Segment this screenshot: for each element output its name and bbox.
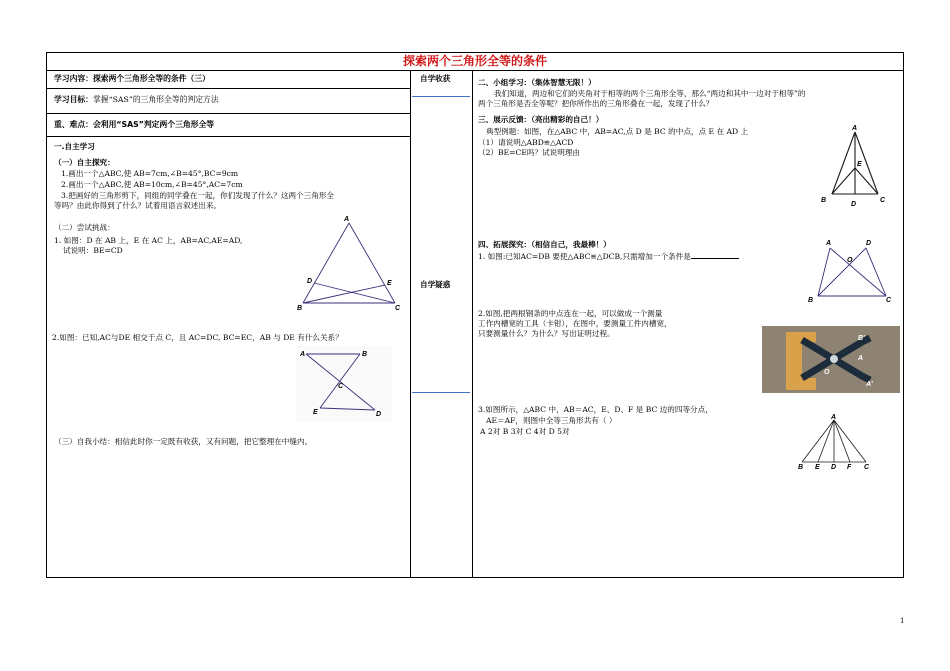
label-b: B (808, 297, 814, 304)
label-d: D (851, 201, 857, 208)
expand-q2-line: 2.如图,把两根钢条的中点连在一起，可以做成一个测量 (478, 309, 663, 318)
label-a: A (852, 125, 858, 132)
goal-text: 掌握“SAS”的三角形全等的判定方法 (92, 95, 219, 104)
try-title: （二）尝试挑战： (54, 223, 115, 232)
show-title: 三、展示反馈：（亮出精彩的自己！） (478, 115, 604, 124)
label-b: B (821, 197, 827, 204)
section-self-study: 一.自主学习 (54, 142, 95, 151)
label-b: B (362, 351, 368, 358)
explore-item: 3.把画好的三角形剪下，同组的同学叠在一起，你们发现了什么？这两个三角形全 (61, 191, 335, 200)
label-e: E (857, 161, 862, 168)
explore-title: （一）自主探究： (54, 158, 115, 167)
column-divider-left (410, 71, 411, 578)
label-a-prime: A' (866, 381, 873, 388)
group-line: 两个三角形是否全等呢？把你所作出的三角形叠在一起，发现了什么？ (478, 99, 714, 108)
blue-rule (412, 392, 470, 393)
label-c: C (338, 383, 344, 390)
label-o: O (824, 369, 830, 376)
explore-item: 1.画出一个△ABC,使 AB=7cm,∠B=45°,BC=9cm (61, 169, 239, 178)
try-line: 试说明：BE=CD (63, 246, 123, 255)
expand-q2-line: 工作内槽宽的工具（卡钳），在图中，要测量工件内槽宽， (478, 319, 672, 328)
column-divider-right (472, 71, 473, 578)
label-f: F (847, 464, 852, 471)
doubt-label: 自学疑惑 (420, 280, 451, 289)
label-e: E (313, 409, 318, 416)
figure-bowtie (296, 346, 392, 422)
label-d: D (376, 411, 382, 418)
label-a: A (826, 240, 832, 247)
try-line: 1. 如图：D 在 AB 上，E 在 AC 上，AB=AC,AE=AD, (54, 236, 243, 245)
expand-q3-line: AE＝AF，则图中全等三角形共有（ ） (486, 416, 617, 425)
label-a: A (300, 351, 306, 358)
label-o: O (847, 257, 853, 264)
label-d: D (866, 240, 872, 247)
label-d: D (831, 464, 837, 471)
label-c: C (395, 305, 401, 312)
label-c: C (864, 464, 870, 471)
goal-label: 学习目标： (54, 95, 93, 104)
show-line: 典型例题：如图，在△ABC 中，AB=AC,点 D 是 BC 的中点，点 E 在 AD 上 (486, 127, 749, 136)
label-b-prime: B' (858, 335, 865, 342)
expand-q1: 1. 如图:已知AC=DB 要使△ABC≌△DCB,只需增加一个条件是 (478, 252, 739, 263)
expand-q2-line: 只要测量什么？为什么？写出证明过程。 (478, 329, 615, 338)
label-d: D (307, 278, 313, 285)
row-divider (46, 88, 410, 89)
show-line: （2）BE=CE吗？试说明理由 (478, 148, 581, 157)
label-b: B (798, 464, 804, 471)
row-divider (46, 136, 410, 137)
show-line: （1）请说明△ABD≌△ACD (478, 138, 574, 147)
expand-q3-line: 3.如图所示，△ABC 中，AB＝AC，E、D、F 是 BC 边的四等分点， (478, 405, 713, 414)
caliper-photo (762, 326, 900, 393)
blue-rule (412, 96, 470, 97)
page-frame (46, 52, 904, 578)
label-b: B (297, 305, 303, 312)
harvest-label: 自学收获 (420, 74, 451, 83)
page-title: 探索两个三角形全等的条件 (46, 52, 904, 71)
explore-item: 等吗？由此你得到了什么？试着用语言叙述出来。 (54, 201, 222, 210)
label-a: A (831, 414, 837, 421)
goal-row (54, 95, 219, 106)
self-summary: （三）自我小结：相信此时你一定既有收获，又有问题，把它整理在中缝内。 (54, 437, 313, 446)
label-c: C (886, 297, 892, 304)
label-a: A (344, 216, 350, 223)
figure-quadrilateral-o (806, 236, 898, 304)
row-divider (46, 113, 410, 114)
answer-choices: A 2对 B 3对 C 4对 D 5对 (480, 427, 570, 436)
label-a: A (858, 355, 864, 362)
explore-item: 2.画出一个△ABC,使 AB=10cm,∠B=45°,AC=7cm (61, 180, 243, 189)
figure-triangle-median (818, 122, 890, 210)
group-title: 二、小组学习：（集体智慧无限！） (478, 78, 596, 87)
label-c: C (880, 197, 886, 204)
figure-fan-triangle (796, 411, 876, 473)
expand-title: 四、拓展探究：（相信自己，我最棒！） (478, 240, 611, 249)
content-label: 学习内容：探索两个三角形全等的条件（三） (54, 74, 210, 83)
keypoint-label: 重、难点：会利用“SAS”判定两个三角形全等 (54, 120, 215, 129)
question-2: 2.如图：已知,AC与DE 相交于点 C，且 AC=DC, BC=EC，AB 与 DE 有什么关系？ (52, 333, 343, 342)
label-e: E (815, 464, 820, 471)
figure-triangle-abdec (295, 213, 405, 313)
label-e: E (387, 280, 392, 287)
page-number: 1 (900, 617, 905, 625)
group-line: 我们知道，两边和它们的夹角对于相等的两个三角形全等，那么“两边和其中一边对于相等”的 (494, 89, 806, 98)
